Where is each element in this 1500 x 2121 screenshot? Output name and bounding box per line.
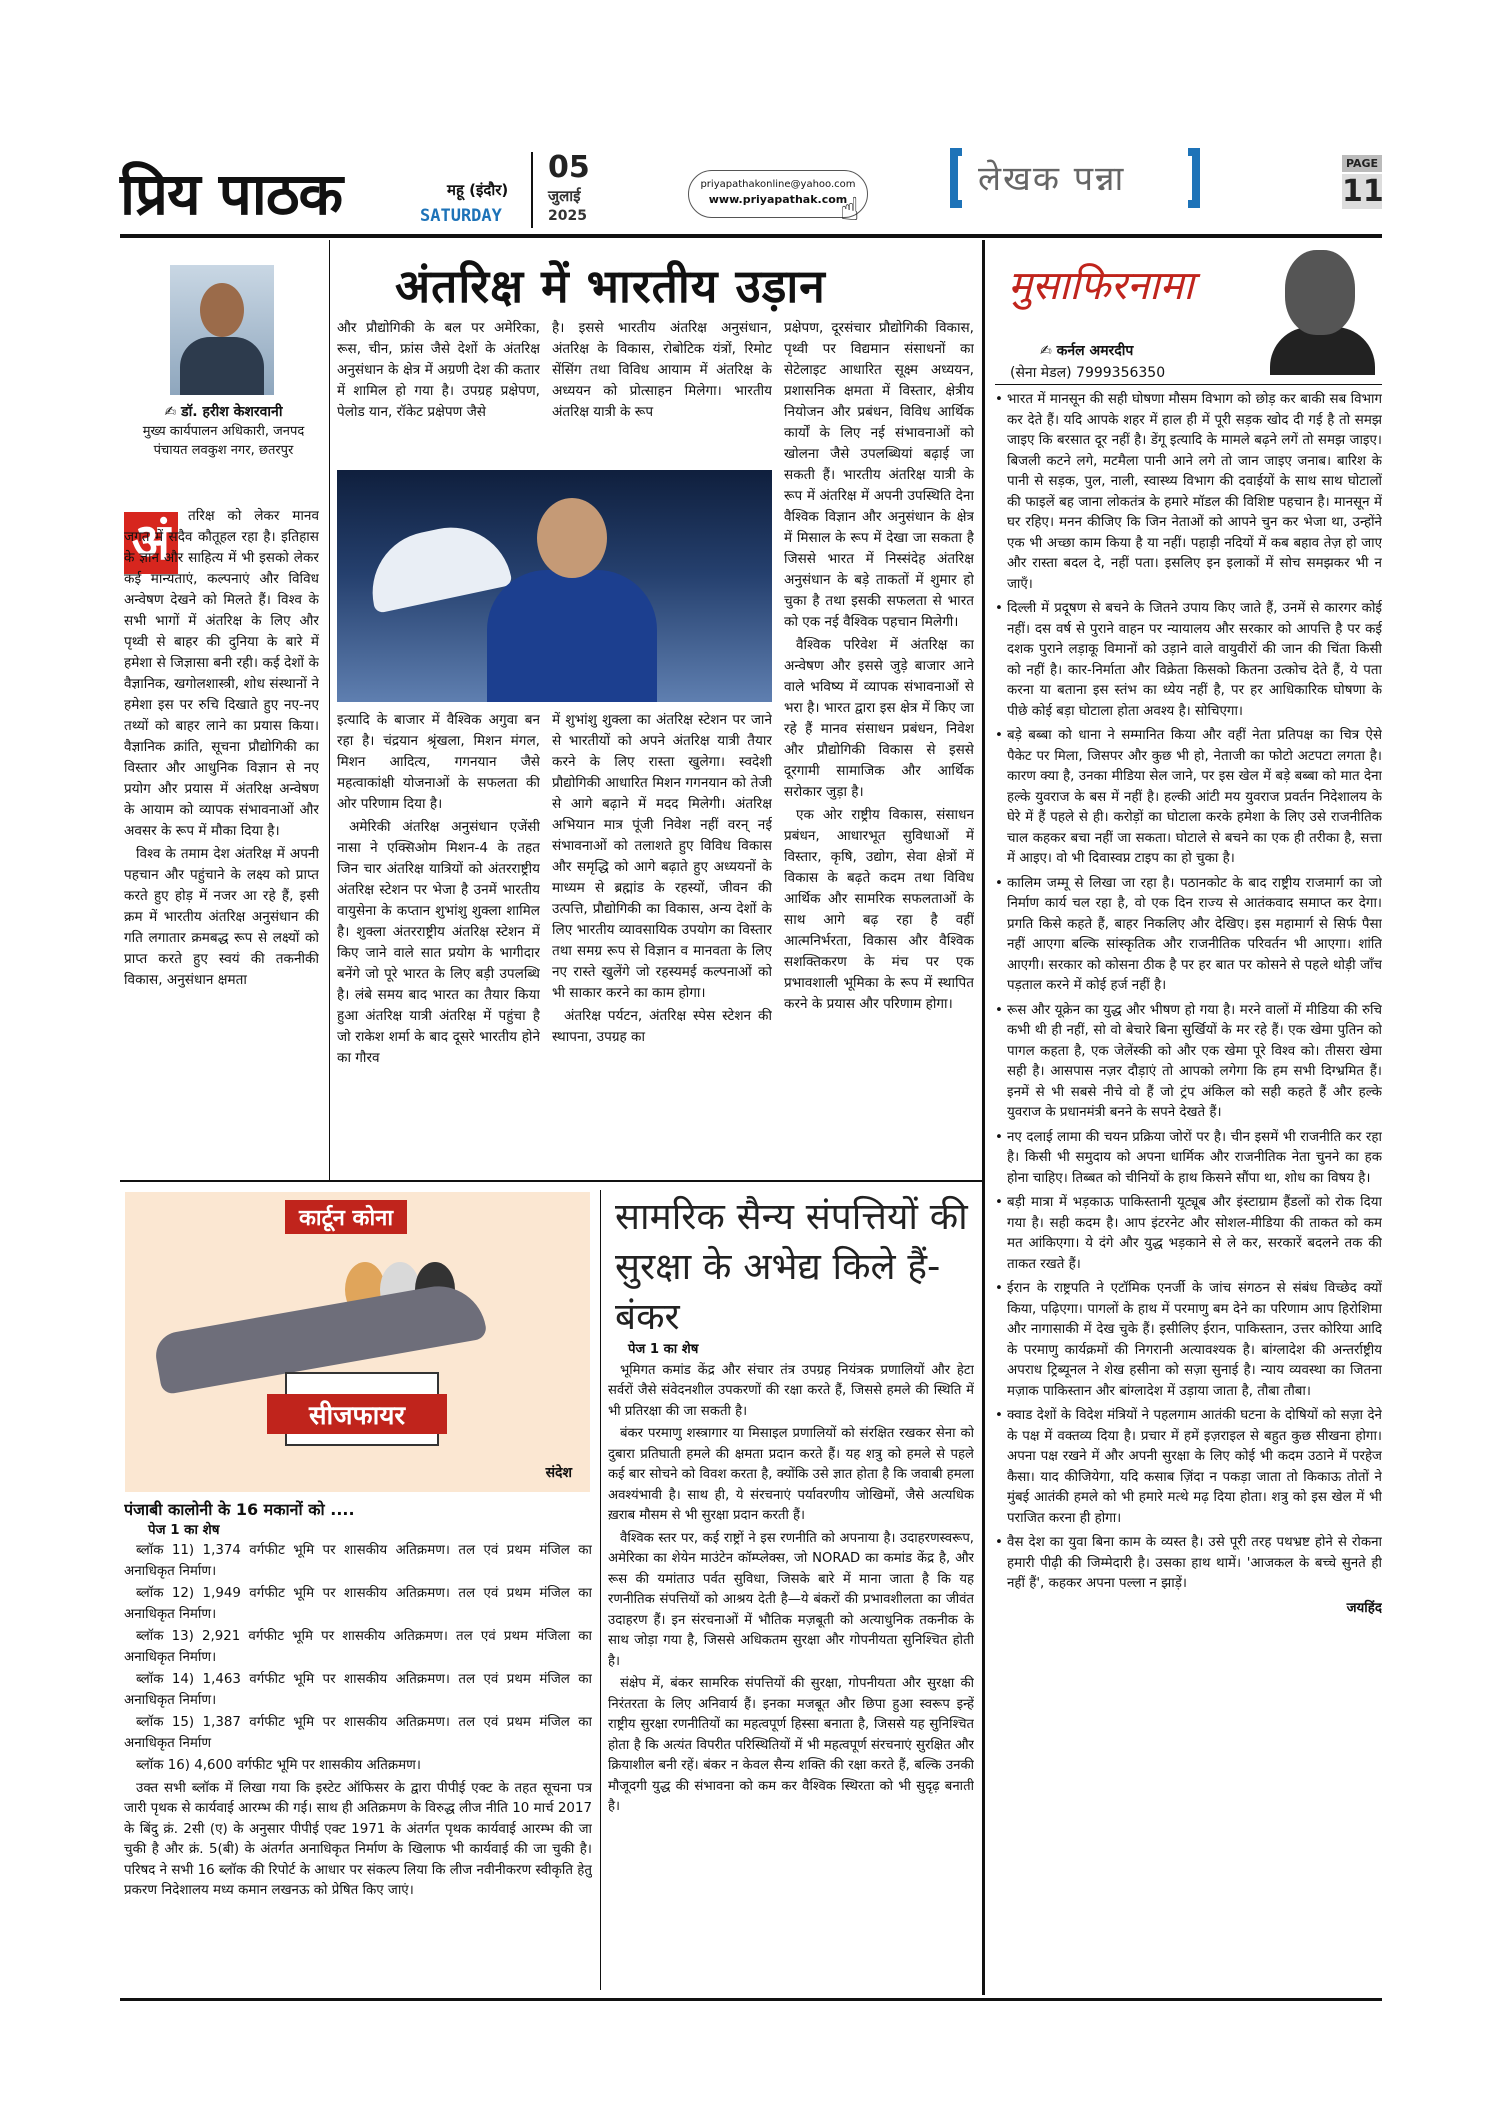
colony-item: ब्लॉक 13) 2,921 वर्गफीट भूमि पर शासकीय अतिक्रमण। तल एवं प्रथम मंजिला का अनाधिकृत निर्माण। — [124, 1629, 592, 1665]
newspaper-logo: प्रिय पाठक — [120, 160, 343, 228]
paragraph: बंकर परमाणु शस्त्रागार या मिसाइल प्रणालियों को संरक्षित रखकर सेना को दुबारा प्रतिघाती हमले की क्षमता प्रदान करते हैं। यह शत्रु को हमले से पहले कई बार सोचने को विवश करता है, क्योंकि उसे ज्ञात होता है कि जवाबी हमला अवश्यंभावी है। साथ ही, ये संरचनाएं पर्यावरणीय जोखिमों, जैसे अत्यधिक ख़राब मौसम से भी सुरक्षा प्रदान करती हैं। — [608, 1426, 974, 1523]
edition-year: 2025 — [548, 208, 587, 224]
paragraph: इत्यादि के बाजार में वैश्विक अगुवा बन रहा है। चंद्रयान श्रृंखला, मिशन मंगल, मिशन आदित्य, गगनयान जैसे महत्वाकांक्षी योजनाओं के सफलता की ओर परिणाम दिया है। — [337, 712, 540, 812]
website-link[interactable]: www.priyapathak.com — [708, 193, 848, 206]
article-column-4 — [784, 318, 974, 1176]
column-rule — [329, 240, 330, 1180]
article-column-2-top — [337, 318, 540, 468]
bunker-article — [608, 1340, 974, 1990]
hand-pointer-icon: ☝ — [840, 190, 860, 228]
list-item: • दिल्ली में प्रदूषण से बचने के जितने उपाय किए जाते हैं, उनमें से कारगर कोई नहीं। दस वर्ष से पुराने वाहन पर न्यायालय और सरकार को आपत्ति है पर कई दशक पुराने लड़ाकू विमानों को उड़ाने वाले वायुवीरों की जान की चिंता किसी को नहीं है। कार-निर्माता और विक्रेता किसको कितना उत्कोच देते हैं, ये पता करना या बताना इस स्तंभ का ध्येय नहीं है, पर हर आधिकारिक घोषणा के पीछे कोई बड़ा घोटाला होता अवश्य है। सोचिएगा। — [995, 599, 1382, 722]
columnist-byline — [1010, 340, 1165, 384]
list-item: • कालिम जम्मू से लिखा जा रहा है। पठानकोट के बाद राष्ट्रीय राजमार्ग का जो निर्माण कार्य चल रहा है, वो एक दिन राज्य से आतंकवाद समाप्त कर देगा। प्रगति किसे कहते हैं, बाहर निकलिए और देखिए। इस महामार्ग से सिर्फ पैसा नहीं आएगा बल्कि सांस्कृतिक और राजनीतिक परिवर्तन भी आएगा। शांति आएगी। सरकार को कोसना ठीक है पर हर बात पर कोसने से पहले थोड़ी जाँच पड़ताल करने में कोई हर्ज नहीं है। — [995, 874, 1382, 997]
main-headline: अंतरिक्ष में भारतीय उड़ान — [395, 259, 826, 313]
paragraph: संक्षेप में, बंकर सामरिक संपत्तियों की सुरक्षा, गोपनीयता और सुरक्षा की निरंतरता के लिए अनिवार्य हैं। इनका मजबूत और छिपा हुआ स्वरूप इन्हें राष्ट्रीय सुरक्षा रणनीतियों का महत्वपूर्ण हिस्सा बनाता है, जिससे यह सुनिश्चित होता है कि अत्यंत विपरीत परिस्थितियों में भी महत्वपूर्ण संरचनाएं सुरक्षित और क्रियाशील बनी रहें। बंकर न केवल सैन्य शक्ति की रक्षा करते हैं, बल्कि उनकी मौजूदगी युद्ध की संभावना को कम कर वैश्विक स्थिरता को भी सुदृढ़ बनाती है। — [608, 1676, 974, 1814]
columnist-photo — [1265, 245, 1380, 375]
list-item: • ईरान के राष्ट्रपति ने एटॉमिक एनर्जी के जांच संगठन से संबंध विच्छेद क्यों किया, पढ़िएगा। पागलों के हाथ में परमाणु बम देने का परिणाम आप हिरोशिमा और नागासाकी में देख चुके हैं। इसीलिए ईरान, पाकिस्तान, उत्तर कोरिया आदि के परमाणु कार्यक्रमों की निगरानी अत्यावश्यक है। बांग्लादेश की अन्तर्राष्ट्रीय अपराध ट्रिब्यूनल ने शेख हसीना को सज़ा सुनाई है। न्याय व्यवस्था का जितना मज़ाक पाकिस्तान और बांग्लादेश में उड़ाया जाता है, तौबा तौबा। — [995, 1279, 1382, 1402]
article-column-3-bottom — [552, 710, 772, 1176]
cartoon-signature: संदेश — [545, 1465, 572, 1481]
edition-place: महू (इंदौर) — [447, 181, 509, 199]
musafirnama-title: मुसाफिरनामा — [1008, 263, 1194, 309]
paragraph: वैश्विक स्तर पर, कई राष्ट्रों ने इस रणनीति को अपनाया है। उदाहरणस्वरूप, अमेरिका का शेयेन माउंटेन कॉम्प्लेक्स, जो NORAD का कमांड केंद्र है, और रूस की यमांताउ पर्वत सुविधा, जिसके बारे में माना जाता है कि यह रणनीतिक संपत्तियों को आश्रय देती है—ये बंकरों की प्रभावशीलता का जीवंत उदाहरण हैं। इन संरचनाओं में भौतिक मज़बूती को अत्याधुनिक तकनीक के साथ जोड़ा गया है, जिससे अधिकतम सुरक्षा और गोपनीयता सुनिश्चित होती है। — [608, 1530, 974, 1669]
author-block — [126, 403, 321, 460]
colony-item: ब्लॉक 14) 1,463 वर्गफीट भूमि पर शासकीय अतिक्रमण। तल एवं प्रथम मंजिल का अनाधिकृत निर्माण। — [124, 1672, 592, 1708]
cartoon-title: कार्टून कोना — [285, 1200, 407, 1234]
paragraph: अमेरिकी अंतरिक्ष अनुसंधान एजेंसी नासा ने एक्सिओम मिशन-4 के तहत जिन चार अंतरिक्ष यात्रियों को अंतरराष्ट्रीय अंतरिक्ष स्टेशन पर भेजा है उनमें भारतीय वायुसेना के कप्तान शुभांशु शुक्ला शामिल है। शुक्ला अंतरराष्ट्रीय अंतरिक्ष स्टेशन में किए जाने वाले सात प्रयोग के भागीदार बनेंगे जो पूरे भारत के लिए बड़ी उपलब्धि है। लंबे समय बाद भारत का तैयार किया हुआ अंतरिक्ष यात्री अंतरिक्ष में पहुंचा है जो राकेश शर्मा के बाद दूसरे भारतीय होने का गौरव — [337, 819, 540, 1066]
paragraph: और प्रौद्योगिकी के बल पर अमेरिका, रूस, चीन, फ्रांस जैसे देशों के अंतरिक्ष अनुसंधान के क्षेत्र में अग्रणी देश की कतार में शामिल हो गया है। उपग्रह प्रक्षेपण, पेलोड यान, रॉकेट प्रक्षेपण जैसे — [337, 320, 540, 420]
paragraph: वैश्विक परिवेश में अंतरिक्ष का अन्वेषण और इससे जुड़े बाजार आने वाले भविष्य में व्यापक संभावनाओं से भरा है। भारत द्वारा इस क्षेत्र में किए जा रहे हैं मानव संसाधन प्रबंधन, निवेश और प्रौद्योगिकी विकास से इससे दूरगामी सामाजिक और आर्थिक सरोकार जुड़ा है। — [784, 637, 974, 800]
masthead-divider — [531, 152, 533, 228]
cartoon-panel — [125, 1192, 590, 1492]
article-column-1 — [124, 506, 319, 1176]
author-name: ✍ डॉ. हरीश केशरवानी — [164, 404, 283, 420]
list-item: • बड़े बब्बा को धाना ने सम्मानित किया और वहीं नेता प्रतिपक्ष का चित्र ऐसे पैकेट पर मिला, जिसपर और कुछ भी हो, नेताजी का फोटो अटपटा लगता है। कारण क्या है, उनका मीडिया सेल जाने, पर इस खेल में बड़े बब्बा को मात देना हल्के युवराज के बस में नहीं है। हल्की आंटी मय युवराज प्रवर्तन निदेशालय के घेरे में हैं पहले से ही। करोड़ों का घोटाला करके हमेशा के लिए उसे राजनीतिक चाल कहकर बचा नहीं जा सकता। घोटाले से बचने का एक ही तरीका है, सत्ता में आइए। वो भी दिवास्वप्न टाइप का हो चुका है। — [995, 726, 1382, 870]
signoff: जयहिंद — [1346, 1600, 1382, 1616]
edition-month: जुलाई — [548, 187, 581, 205]
right-section-rule — [982, 240, 985, 1995]
colony-ref: पेज 1 का शेष — [148, 1522, 220, 1538]
author-role: मुख्य कार्यपालन अधिकारी, जनपद पंचायत लवकुश नगर, छतरपुर — [142, 424, 305, 458]
paragraph: विश्व के तमाम देश अंतरिक्ष में अपनी पहचान और पहुंचाने के लक्ष्य को प्राप्त करते हुए होड़ में नजर आ रहे हैं, इसी क्रम में भारतीय अंतरिक्ष अनुसंधान की गति लगातार क्रमबद्ध रूप से लक्ष्यों को प्राप्त करते हुए स्वयं की तकनीकी विकास, अनुसंधान क्षमता — [124, 846, 319, 988]
section-label: लेखक पन्ना — [950, 148, 1200, 208]
edition-day: SATURDAY — [420, 206, 502, 226]
paragraph: है। इससे भारतीय अंतरिक्ष अनुसंधान, अंतरिक्ष के विकास, रोबोटिक यंत्रों, रिमोट सेंसिंग तथा विविध आयाम में अंतरिक्ष के अध्ययन को प्रोत्साहन मिलेगा। भारतीय अंतरिक्ष यात्री के रूप — [552, 320, 772, 420]
edition-date: 05 — [548, 150, 590, 185]
colony-headline: पंजाबी कालोनी के 16 मकानों को .... — [124, 1500, 355, 1519]
paragraph: अंतरिक्ष पर्यटन, अंतरिक्ष स्पेस स्टेशन की स्थापना, उपग्रह का — [552, 1008, 772, 1045]
list-item: • नए दलाई लामा की चयन प्रक्रिया जोरों पर है। चीन इसमें भी राजनीति कर रहा है। किसी भी समुदाय को अपना धार्मिक और राजनीतिक नेता चुनने का हक होना चाहिए। तिब्बत को चीनियों के हाथ किसने सौंपा था, शोध का विषय है। — [995, 1128, 1382, 1190]
bunker-ref: पेज 1 का शेष — [628, 1342, 699, 1357]
list-item: • वैस देश का युवा बिना काम के व्यस्त है। उसे पूरी तरह पथभ्रष्ट होने से रोकना हमारी पीढ़ी की जिम्मेदारी है। उसका हाथ थामें। 'आजकल के बच्चे सुनते ही नहीं हैं', कहकर अपना पल्ला न झाड़ें। — [995, 1533, 1382, 1595]
astronaut-photo — [337, 470, 772, 702]
bunker-headline: सामरिक सैन्य संपत्तियों की सुरक्षा के अभेद्य किले हैं- बंकर — [615, 1195, 968, 1338]
colony-item: ब्लॉक 15) 1,387 वर्गफीट भूमि पर शासकीय अतिक्रमण। तल एवं प्रथम मंजिल का अनाधिकृत निर्माण — [124, 1715, 592, 1751]
article-column-2-bottom — [337, 710, 540, 1176]
list-item: • रूस और यूक्रेन का युद्ध और भीषण हो गया है। मरने वालों में मीडिया की रुचि कभी थी ही नहीं, सो वो बेचारे बिना सुर्खियों के मर रहे हैं। एक खेमा पुतिन को पागल कहता है, एक जेलेंस्की को और एक खेमा पूरे विश्व को। तीसरा खेमा सही है। आसपास नज़र दौड़ाएं तो आपको लगेगा कि हम सभी दिग्भ्रमित हैं। इनमें से भी सबसे नीचे वो हैं जो ट्रंप अंकिल को सही कहते हैं और हल्के युवराज के प्रधानमंत्री बनने के सपने देखते हैं। — [995, 1001, 1382, 1124]
email-link[interactable]: priyapathakonline@yahoo.com — [700, 179, 856, 190]
musafirnama-column — [995, 390, 1382, 1990]
columnist-medal-phone: (सेना मेडल) 7999356350 — [1010, 365, 1166, 381]
colony-item: ब्लॉक 12) 1,949 वर्गफीट भूमि पर शासकीय अतिक्रमण। तल एवं प्रथम मंजिल का अनाधिकृत निर्माण। — [124, 1586, 592, 1622]
article-column-3-top — [552, 318, 772, 468]
columnist-name: ✍ कर्नल अमरदीप — [1040, 343, 1134, 359]
masthead-rule — [120, 234, 1382, 238]
colony-item: ब्लॉक 16) 4,600 वर्गफीट भूमि पर शासकीय अतिक्रमण। — [136, 1758, 421, 1773]
drop-cap: अं — [124, 512, 178, 574]
cartoon-banner: सीजफायर — [285, 1372, 439, 1446]
paragraph: में शुभांशु शुक्ला का अंतरिक्ष स्टेशन पर जाने से भारतीयों को अपने अंतरिक्ष यात्री तैयार करने के लिए रास्ता खुलेगा। स्वदेशी प्रौद्योगिकी आधारित मिशन गगनयान को तेजी से आगे बढ़ाने में मदद मिलेगी। अंतरिक्ष अभियान मात्र पूंजी निवेश नहीं वरन् नई संभावनाओं को तलाशते हुए विविध विकास और समृद्धि को आगे बढ़ाते हुए अध्ययनों के माध्यम से ब्रह्मांड के रहस्यों, जीवन की उत्पत्ति, प्रौद्योगिकी का विकास, अन्य देशों के लिए भारतीय व्यावसायिक उपयोग का विस्तार तथा समग्र रूप से विज्ञान व मानवता के लिए नए रास्ते खुलेंगे जो रहस्यमई कल्पनाओं को भी साकार करने का काम होगा। — [552, 712, 772, 1001]
colony-article — [124, 1500, 592, 1990]
list-item: • भारत में मानसून की सही घोषणा मौसम विभाग को छोड़ कर बाकी सब विभाग कर देते हैं। यदि आपके शहर में हाल ही में पूरी सड़क खोद दी गई है तो समझ जाइए कि बरसात दूर नहीं है। डेंगू इत्यादि के मामले बढ़ने लगें तो समझ जाइए। बिजली कटने लगे, मटमैला पानी आने लगे तो जान जाइए जनाब। बारिश के पानी से सड़क, पुल, नाली, स्वास्थ्य विभाग की दवाईयों के साथ साथ घोटालों की फाइलें बह जाना लोकतंत्र के हमारे मॉडल की विशिष्ट पहचान है। मानसून में घर रहिए। मनन कीजिए कि जिन नेताओं को आपने चुन कर भेजा था, उन्होंने एक भी अच्छा काम किया है या नहीं। पहाड़ी नदियों में कब बहाव तेज़ हो जाए और रास्ता बदल दे, नहीं पता। इसलिए इन इलाकों में सोच समझकर भी न जाएँ। — [995, 390, 1382, 595]
page-number-box: PAGE 11 — [1342, 157, 1384, 209]
colony-item: ब्लॉक 11) 1,374 वर्गफीट भूमि पर शासकीय अतिक्रमण। तल एवं प्रथम मंजिल का अनाधिकृत निर्माण। — [124, 1543, 592, 1579]
paragraph: तरिक्ष को लेकर मानव जगत में सदैव कौतूहल रहा है। इतिहास के ज्ञान और साहित्य में भी इसको लेकर कई मान्यताएं, कल्पनाएं और विविध अन्वेषण देखने को मिलते हैं। विश्व के सभी भागों में अंतरिक्ष के लिए और पृथ्वी से बाहर की दुनिया के बारे में हमेशा से जिज्ञासा बनी रही। कई देशों के वैज्ञानिक, खगोलशास्त्री, शोध संस्थानों ने हमेशा इस पर रुचि दिखाते हुए नए-नए तथ्यों को बाहर लाने का प्रयास किया। वैज्ञानिक क्रांति, सूचना प्रौद्योगिकी का विस्तार और आधुनिक विज्ञान से नए प्रयोग और प्रयास में अंतरिक्ष अन्वेषण के आयाम को व्यापक संभावनाओं और अवसर के रूप में मौका दिया है। — [124, 508, 319, 839]
column-rule — [600, 1190, 601, 1990]
byline-rule — [995, 384, 1382, 385]
article-end-rule — [120, 1180, 982, 1182]
paragraph: भूमिगत कमांड केंद्र और संचार तंत्र उपग्रह नियंत्रक प्रणालियों और हेटा सर्वरों जैसे संवेदनशील उपकरणों की रक्षा करते हैं, जिससे हमले की स्थिति में भी प्रतिरक्षा की जा सकती है। — [608, 1362, 974, 1419]
paragraph: उक्त सभी ब्लॉक में लिखा गया कि इस्टेट ऑफिसर के द्वारा पीपीई एक्ट के तहत सूचना पत्र जारी पृथक से कार्यवाई आरम्भ की गई। साथ ही अतिक्रमण के विरुद्ध लीज नीति 10 मार्च 2017 के बिंदु क्रं. 2सी (ए) के अनुसार पीपीई एक्ट 1971 के अंतर्गत पृथक कार्यवाई आरम्भ की जा चुकी है और क्रं. 5(बी) के अंतर्गत अनाधिकृत निर्माण के खिलाफ भी कार्यवाई की जा चुकी है। परिषद ने सभी 16 ब्लॉक की रिपोर्ट के आधार पर संकल्प लिया कि लीज नवीनीकरण स्वीकृति हेतु प्रकरण निदेशालय मध्य कमान लखनऊ को प्रेषित किए जाएं। — [124, 1780, 592, 1898]
page-bottom-rule — [120, 1998, 1382, 2001]
paragraph: एक ओर राष्ट्रीय विकास, संसाधन प्रबंधन, आधारभूत सुविधाओं में विस्तार, कृषि, उद्योग, सेवा क्षेत्रों में विकास के बढ़ते कदम तथा विविध आर्थिक और सामरिक सफलताओं के साथ आगे बढ़ रहा है वहीं आत्मनिर्भरता, विकास और वैश्विक सशक्तिकरण के मंच पर एक प्रभावशाली भूमिका के रूप में स्थापित करने के प्रयास और परिणाम होगा। — [784, 807, 974, 1012]
paragraph: प्रक्षेपण, दूरसंचार प्रौद्योगिकी विकास, पृथ्वी पर विद्यमान संसाधनों का सेटेलाइट आधारित सूक्ष्म अध्ययन, प्रशासनिक क्षमता में विस्तार, क्षेत्रीय नियोजन और प्रबंधन, विविध आर्थिक कार्यों के लिए नई संभावनाओं को खोलना जैसे उपलब्धियां बढ़ाई जा सकती हैं। भारतीय अंतरिक्ष यात्री के रूप में अंतरिक्ष में अपनी उपस्थिति देना वैश्विक विज्ञान और अनुसंधान के क्षेत्र में मिसाल के रूप में देखा जा सकता है जिससे भारत में निस्संदेह अंतरिक्ष अनुसंधान के बड़े ताकतों में शुमार हो चुका है तथा इसकी सफलता से भारत को एक नई वैश्विक पहचान मिलेगी। — [784, 320, 974, 630]
list-item: • क्वाड देशों के विदेश मंत्रियों ने पहलगाम आतंकी घटना के दोषियों को सज़ा देने के पक्ष में वक्तव्य दिया है। प्रचार में हमें इज़राइल से बहुत कुछ सीखना होगा। अपना पक्ष रखने में और अपनी सुरक्षा के लिए कोई भी कदम उठाने में परहेज कैसा। याद कीजियेगा, यदि कसाब ज़िंदा न पकड़ा जाता तो किकाऊ तोतों ने मुंबई आतंकी हमले को भी हमारे मत्थे मढ़ दिया होता। शत्रु को इस खेल में भी पराजित करना ही होगा। — [995, 1406, 1382, 1529]
author-photo — [170, 265, 274, 395]
list-item: • बड़ी मात्रा में भड़काऊ पाकिस्तानी यूट्यूब और इंस्टाग्राम हैंडलों को रोक दिया गया है। सही कदम है। आप इंटरनेट और सोशल-मीडिया की ताकत को कम मत आंकिएगा। ये दंगे और युद्ध भड़काने से ले कर, सरकारें बदलने तक की ताकत रखते हैं। — [995, 1193, 1382, 1275]
